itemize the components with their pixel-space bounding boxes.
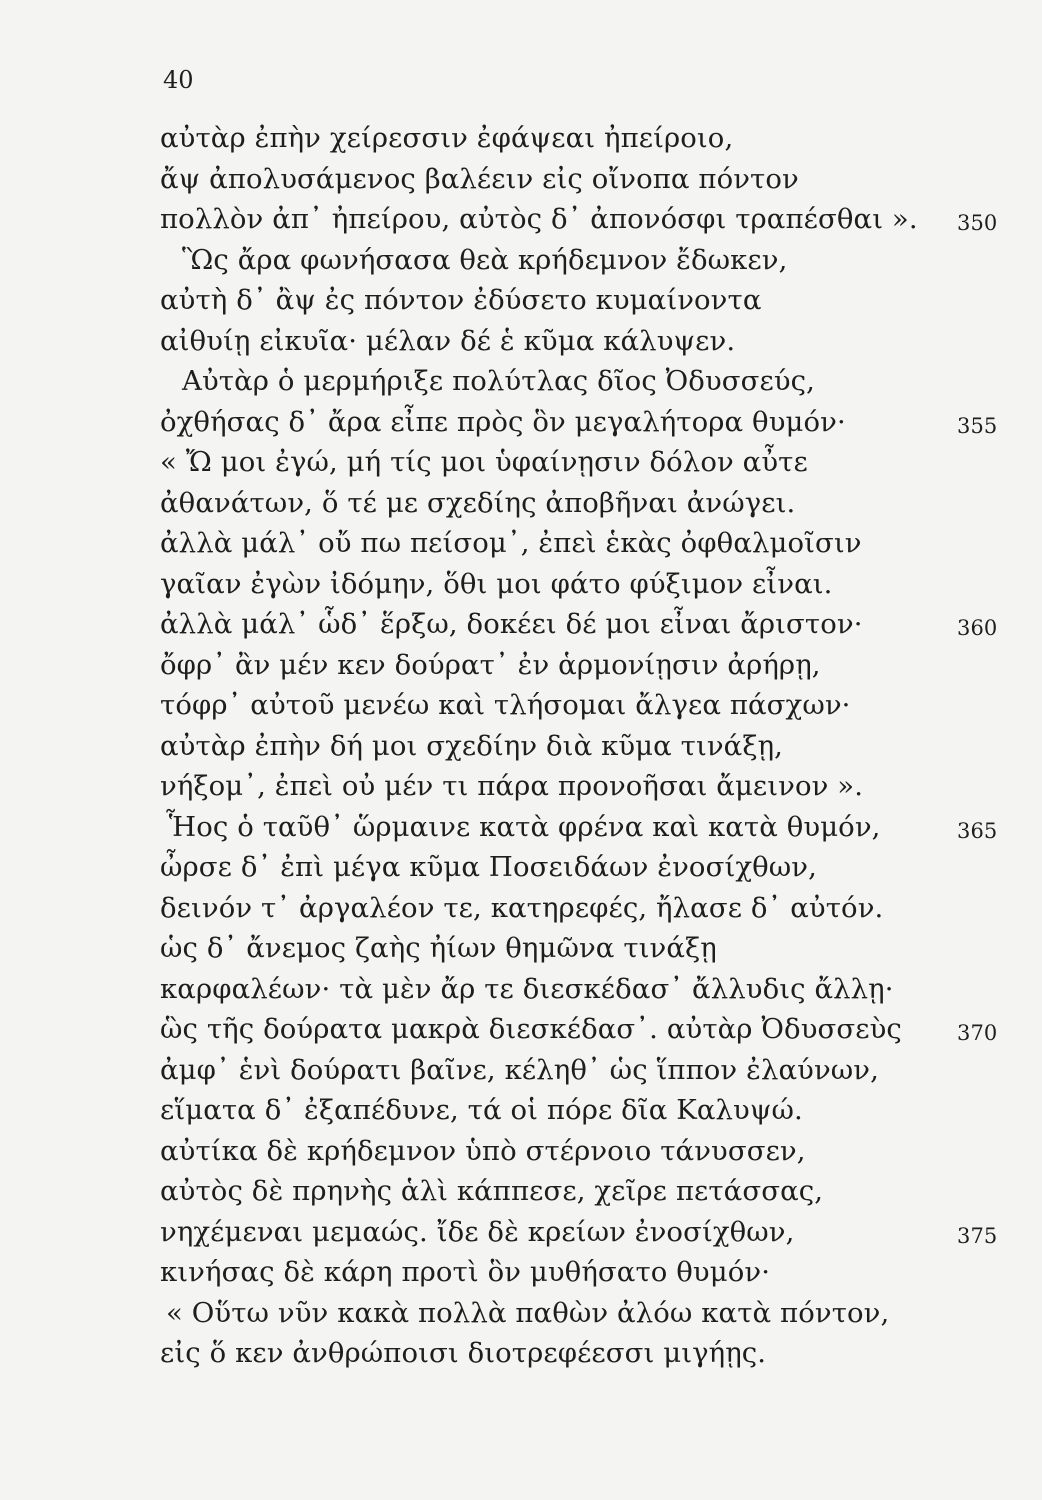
verse-line [160,1212,998,1253]
verse-text: αἰθυίῃ εἰκυῖα· μέλαν δέ ἑ κῦμα κάλυψεν. [160,324,736,357]
verse-line [160,199,998,240]
verse-text: « Ὤ μοι ἐγώ, μή τίς μοι ὑφαίνῃσιν δόλον αὖτε [160,446,808,478]
verse-text: ἀμφ᾽ ἑνὶ δούρατι βαῖνε, κέληθ᾽ ὡς ἵππον ἐλαύνων, [160,1053,879,1086]
line-number: 370 [957,1021,998,1045]
verse-text: Ὣς ἄρα φωνήσασα θεὰ κρήδεμνον ἔδωκεν, [182,243,788,276]
verse-line [160,969,920,1010]
verse-text: ἀθανάτων, ὅ τέ με σχεδίης ἀποβῆναι ἀνώγει. [160,486,796,519]
verse-line [160,685,920,726]
verse-line [160,928,920,969]
verse-text: αὐτίκα δὲ κρήδεμνον ὑπὸ στέρνοιο τάνυσσεν, [160,1134,806,1167]
verse-text: εἵματα δ᾽ ἐξαπέδυνε, τά οἱ πόρε δῖα Καλυψώ. [160,1094,803,1126]
verse-line [160,564,920,605]
verse-line [160,1009,998,1050]
verse-text: αὐτὸς δὲ πρηνὴς ἁλὶ κάππεσε, χεῖρε πετάσσας, [160,1175,824,1207]
verse-text: νήξομ᾽, ἐπεὶ οὐ μέν τι πάρα προνοῆσαι ἄμεινον ». [160,770,864,802]
page-number: 40 [163,66,194,94]
verse-text: καρφαλέων· τὰ μὲν ἄρ τε διεσκέδασ᾽ ἄλλυδις ἄλλῃ· [160,972,894,1005]
verse-text: ἄψ ἀπολυσάμενος βαλέειν εἰς οἴνοπα πόντον [160,162,799,195]
verse-line [160,1131,920,1172]
line-number: 360 [957,616,998,640]
verse-line [160,240,920,281]
verse-block [160,118,998,1374]
verse-text: εἰς ὅ κεν ἀνθρώποισι διοτρεφέεσσι μιγήῃς. [160,1337,767,1369]
verse-text: κινήσας δὲ κάρη προτὶ ὃν μυθήσατο θυμόν· [160,1256,771,1288]
verse-line [160,888,920,929]
verse-line [160,280,920,321]
verse-line [160,604,998,645]
verse-text: ἀλλὰ μάλ᾽ οὔ πω πείσομ᾽, ἐπεὶ ἑκὰς ὀφθαλμοῖσιν [160,527,862,559]
verse-text: ὡς δ᾽ ἄνεμος ζαὴς ἠίων θημῶνα τινάξῃ [160,932,717,964]
verse-text: αὐτὴ δ᾽ ἂψ ἐς πόντον ἐδύσετο κυμαίνοντα [160,284,762,316]
line-number: 355 [957,413,998,438]
verse-line [160,645,920,686]
verse-text: ὀχθήσας δ᾽ ἄρα εἶπε πρὸς ὃν μεγαλήτορα θυμόν· [160,405,846,438]
line-number: 350 [957,211,998,235]
verse-text: ὣς τῆς δούρατα μακρὰ διεσκέδασ᾽. αὐτὰρ Ὀδυσσεὺς [160,1013,902,1045]
verse-line [160,402,998,443]
verse-line [160,1171,920,1212]
verse-line [160,807,998,848]
line-number: 375 [957,1223,998,1248]
verse-line [160,1252,920,1293]
verse-text: Αὐτὰρ ὁ μερμήριξε πολύτλας δῖος Ὀδυσσεύς, [182,365,816,397]
verse-text: Ἧος ὁ ταῦθ᾽ ὥρμαινε κατὰ φρένα καὶ κατὰ θυμόν, [166,810,881,843]
verse-line [160,483,920,524]
verse-line [160,847,920,888]
verse-line [160,321,920,362]
verse-text: « Οὕτω νῦν κακὰ πολλὰ παθὼν ἀλόω κατὰ πόντον, [166,1296,890,1329]
verse-line [160,159,920,200]
verse-line [160,766,920,807]
verse-text: δεινόν τ᾽ ἀργαλέον τε, κατηρεφές, ἤλασε δ᾽ αὐτόν. [160,891,884,924]
verse-text: ὦρσε δ᾽ ἐπὶ μέγα κῦμα Ποσειδάων ἐνοσίχθων, [160,851,817,883]
verse-text: γαῖαν ἐγὼν ἰδόμην, ὅθι μοι φάτο φύξιμον εἶναι. [160,567,833,600]
verse-line [160,1090,920,1131]
verse-text: αὐτὰρ ἐπὴν χείρεσσιν ἐφάψεαι ἠπείροιο, [160,122,734,154]
verse-text: πολλὸν ἀπ᾽ ἠπείρου, αὐτὸς δ᾽ ἀπονόσφι τραπέσθαι ». [160,203,918,235]
verse-line [160,361,920,402]
line-number: 365 [957,818,998,843]
verse-line [160,523,920,564]
verse-line [160,442,920,483]
verse-text: ὄφρ᾽ ἂν μέν κεν δούρατ᾽ ἐν ἁρμονίῃσιν ἀρήρῃ, [160,648,821,681]
verse-line [160,1050,920,1091]
verse-text: αὐτὰρ ἐπὴν δή μοι σχεδίην διὰ κῦμα τινάξῃ, [160,729,784,762]
verse-line [160,1333,920,1374]
verse-line [160,1293,920,1334]
verse-text: νηχέμεναι μεμαώς. ἴδε δὲ κρείων ἐνοσίχθων, [160,1215,795,1248]
verse-text: ἀλλὰ μάλ᾽ ὧδ᾽ ἕρξω, δοκέει δέ μοι εἶναι ἄριστον· [160,608,863,640]
verse-line [160,118,920,159]
verse-line [160,726,920,767]
verse-text: τόφρ᾽ αὐτοῦ μενέω καὶ τλήσομαι ἄλγεα πάσχων· [160,689,851,721]
